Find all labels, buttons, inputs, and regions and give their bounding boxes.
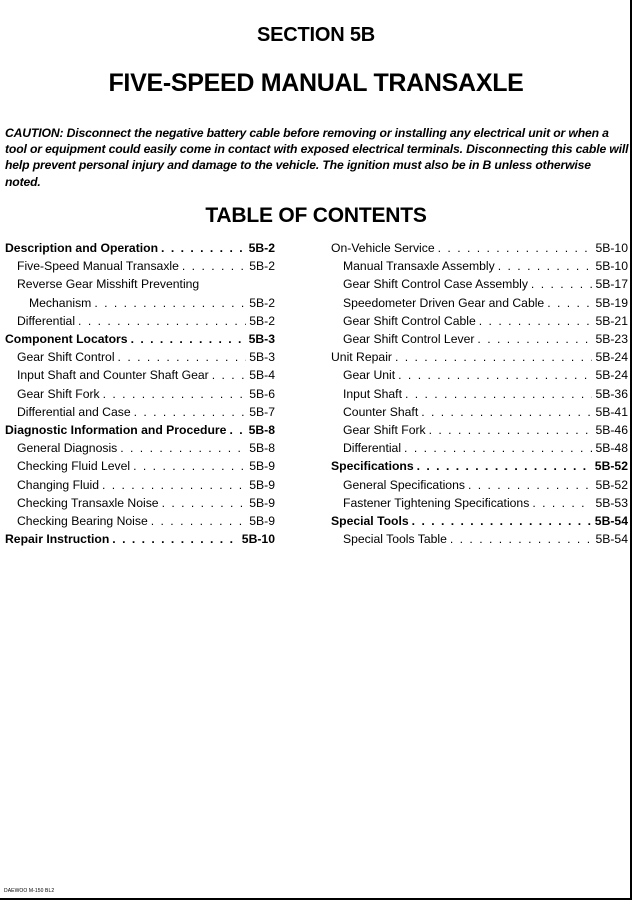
- toc-entry-label: Five-Speed Manual Transaxle: [17, 259, 179, 274]
- dot-leader: [161, 239, 246, 257]
- toc-entry-page: 5B-46: [595, 423, 628, 438]
- dot-leader: [421, 403, 592, 421]
- dot-leader: [477, 330, 592, 348]
- toc-entry-label: Description and Operation: [5, 241, 159, 255]
- toc-entry-page: 5B-10: [241, 532, 275, 547]
- toc-entry-label: Gear Unit: [343, 368, 396, 383]
- toc-entry-label: Fastener Tightening Specifications: [343, 495, 530, 510]
- toc-entry-label: Checking Transaxle Noise: [17, 495, 159, 510]
- toc-entry-page: 5B-2: [249, 295, 275, 310]
- toc-entry-checking-transaxle-noise[interactable]: [5, 494, 275, 512]
- toc-entry-label: Specifications: [331, 459, 414, 474]
- toc-entry-page: 5B-2: [248, 241, 275, 255]
- toc-entry-page: 5B-7: [249, 404, 275, 419]
- toc-entry-five-speed-manual-transaxle[interactable]: [5, 257, 275, 275]
- toc-entry-page: 5B-10: [595, 241, 628, 255]
- dot-leader: [417, 457, 592, 475]
- toc-entry-special-tools-table[interactable]: [331, 530, 628, 548]
- toc-entry-label: Differential: [343, 441, 402, 456]
- toc-entry-label: Gear Shift Fork: [17, 386, 100, 401]
- toc-entry-label: Input Shaft and Counter Shaft Gear: [17, 368, 209, 383]
- toc-entry-page: 5B-17: [595, 277, 628, 292]
- toc-entry-page: 5B-4: [249, 368, 275, 383]
- dot-leader: [532, 494, 592, 512]
- toc-entry-page: 5B-9: [249, 459, 275, 474]
- dot-leader: [398, 366, 592, 384]
- dot-leader: [498, 257, 593, 275]
- toc-entry-label: Diagnostic Information and Procedure: [5, 423, 227, 438]
- toc-entry-manual-transaxle-assembly[interactable]: [331, 257, 628, 275]
- toc-entry-page: 5B-2: [249, 259, 275, 274]
- toc-entry-label: Differential and Case: [17, 404, 131, 419]
- page-title: FIVE-SPEED MANUAL TRANSAXLE: [108, 69, 524, 97]
- toc-entry-page: 5B-9: [249, 495, 275, 510]
- toc-entry-differential-unit[interactable]: [331, 439, 628, 457]
- toc-entry-label: Changing Fluid: [17, 477, 99, 492]
- toc-entry-special-tools[interactable]: [331, 512, 628, 530]
- dot-leader: [182, 257, 246, 275]
- toc-entry-page: 5B-36: [595, 386, 628, 401]
- toc-entry-page: 5B-21: [595, 313, 628, 328]
- toc-entry-description-and-operation[interactable]: [5, 239, 275, 257]
- toc-entry-counter-shaft[interactable]: [331, 403, 628, 421]
- dot-leader: [162, 494, 247, 512]
- toc-entry-gear-unit[interactable]: [331, 366, 628, 384]
- dot-leader: [131, 330, 246, 348]
- dot-leader: [120, 439, 246, 457]
- toc-entry-gear-shift-control[interactable]: [5, 348, 275, 366]
- toc-entry-label: Checking Fluid Level: [17, 459, 131, 474]
- toc-entry-page: 5B-52: [594, 459, 628, 474]
- toc-entry-label: Manual Transaxle Assembly: [343, 259, 495, 274]
- dot-leader: [405, 385, 593, 403]
- toc-entry-label: Gear Shift Fork: [343, 423, 426, 438]
- toc-entry-label: Speedometer Driven Gear and Cable: [343, 295, 545, 310]
- toc-entry-checking-bearing-noise[interactable]: [5, 512, 275, 530]
- toc-entry-page: 5B-48: [595, 441, 628, 456]
- dot-leader: [450, 530, 593, 548]
- toc-entry-page: 5B-24: [595, 368, 628, 383]
- toc-entry-unit-repair[interactable]: [331, 348, 628, 366]
- toc-entry-gear-shift-control-cable[interactable]: [331, 312, 628, 330]
- toc-entry-page: 5B-2: [249, 313, 275, 328]
- toc-entry-label: Checking Bearing Noise: [17, 514, 148, 529]
- dot-leader: [395, 348, 593, 366]
- toc-entry-reverse-gear-misshift[interactable]: [5, 275, 275, 311]
- toc-entry-label: General Diagnosis: [17, 441, 118, 456]
- toc-entry-page: 5B-3: [248, 332, 275, 347]
- toc-entry-label: Gear Shift Control Lever: [343, 332, 475, 347]
- toc-right-column: [331, 239, 628, 548]
- toc-entry-label: Special Tools: [331, 514, 409, 529]
- toc-entry-specifications[interactable]: [331, 457, 628, 475]
- toc-entry-label: Repair Instruction: [5, 532, 110, 547]
- dot-leader: [118, 348, 247, 366]
- toc-entry-label: Special Tools Table: [343, 532, 447, 547]
- dot-leader: [229, 421, 245, 439]
- toc-left-column: [5, 239, 275, 548]
- toc-entry-label: Gear Shift Control Case Assembly: [343, 277, 528, 292]
- toc-entry-gear-shift-control-lever[interactable]: [331, 330, 628, 348]
- dot-leader: [78, 312, 246, 330]
- dot-leader: [102, 476, 246, 494]
- toc-entry-on-vehicle-service[interactable]: [331, 239, 628, 257]
- toc-entry-page: 5B-23: [595, 332, 628, 347]
- toc-entry-page: 5B-52: [595, 477, 628, 492]
- dot-leader: [94, 294, 246, 312]
- toc-entry-diagnostic-information[interactable]: [5, 421, 275, 439]
- toc-entry-page: 5B-54: [594, 514, 628, 529]
- toc-entry-general-specifications[interactable]: [331, 476, 628, 494]
- dot-leader: [103, 385, 247, 403]
- toc-entry-page: 5B-6: [249, 386, 275, 401]
- dot-leader: [212, 366, 247, 384]
- toc-entry-speedometer-driven-gear-and-cable[interactable]: [331, 294, 628, 312]
- toc-entry-input-shaft-and-counter-shaft-gear[interactable]: [5, 366, 275, 384]
- dot-leader: [112, 530, 239, 548]
- toc-entry-page: 5B-24: [595, 350, 628, 365]
- toc-entry-label: Component Locators: [5, 332, 128, 347]
- dot-leader: [468, 476, 593, 494]
- toc-entry-page: 5B-9: [249, 477, 275, 492]
- toc-entry-continuation: [17, 294, 275, 312]
- toc-entry-label: Differential: [17, 313, 76, 328]
- dot-leader: [547, 294, 592, 312]
- toc-entry-page: 5B-54: [595, 532, 628, 547]
- toc-entry-gear-shift-fork[interactable]: [5, 385, 275, 403]
- toc-entry-page: 5B-53: [595, 495, 628, 510]
- dot-leader: [404, 439, 592, 457]
- caution-paragraph: CAUTION: Disconnect the negative battery cable before removing or installing any electrical unit or when a tool or equipment could easily come in contact with exposed electrical terminals. Disconnecting this cable will help prevent personal injury and damage to the vehicle. The ignition must also be in B unless otherwise noted.: [5, 126, 629, 189]
- dot-leader: [134, 403, 247, 421]
- toc-entry-page: 5B-10: [595, 259, 628, 274]
- toc-entry-page: 5B-19: [595, 295, 628, 310]
- toc-entry-label: Unit Repair: [331, 350, 392, 365]
- toc-entry-general-diagnosis[interactable]: [5, 439, 275, 457]
- toc-entry-label: On-Vehicle Service: [331, 241, 435, 255]
- toc-heading: TABLE OF CONTENTS: [205, 204, 427, 227]
- toc-entry-page: 5B-8: [249, 441, 275, 456]
- toc-entry-gear-shift-control-case-assembly[interactable]: [331, 275, 628, 293]
- toc-entry-input-shaft[interactable]: [331, 385, 628, 403]
- toc-entry-label: Reverse Gear Misshift Preventing: [17, 277, 200, 292]
- toc-entry-label-continued: Mechanism: [29, 295, 92, 310]
- dot-leader: [151, 512, 247, 530]
- toc-entry-fastener-tightening-specifications[interactable]: [331, 494, 628, 512]
- toc-entry-page: 5B-9: [249, 514, 275, 529]
- toc-entry-repair-instruction[interactable]: [5, 530, 275, 548]
- dot-leader: [429, 421, 593, 439]
- toc-entry-label: General Specifications: [343, 477, 465, 492]
- toc-entry-label: Gear Shift Control: [17, 350, 115, 365]
- toc-entry-checking-fluid-level[interactable]: [5, 457, 275, 475]
- toc-entry-page: 5B-41: [595, 404, 628, 419]
- section-heading: SECTION 5B: [256, 24, 376, 46]
- toc-entry-page: 5B-8: [248, 423, 275, 438]
- dot-leader: [133, 457, 246, 475]
- toc-entry-differential[interactable]: [5, 312, 275, 330]
- toc-entry-component-locators[interactable]: [5, 330, 275, 348]
- dot-leader: [412, 512, 592, 530]
- toc-entry-label: Gear Shift Control Cable: [343, 313, 476, 328]
- toc-entry-gear-shift-fork-unit[interactable]: [331, 421, 628, 439]
- toc-entry-label: Counter Shaft: [343, 404, 419, 419]
- toc-entry-label: Input Shaft: [343, 386, 402, 401]
- dot-leader: [438, 239, 593, 257]
- dot-leader: [479, 312, 593, 330]
- toc-entry-differential-and-case[interactable]: [5, 403, 275, 421]
- dot-leader: [531, 275, 593, 293]
- toc-entry-changing-fluid[interactable]: [5, 476, 275, 494]
- page-footer: DAEWOO M-150 BL2: [4, 888, 55, 894]
- toc-entry-page: 5B-3: [249, 350, 275, 365]
